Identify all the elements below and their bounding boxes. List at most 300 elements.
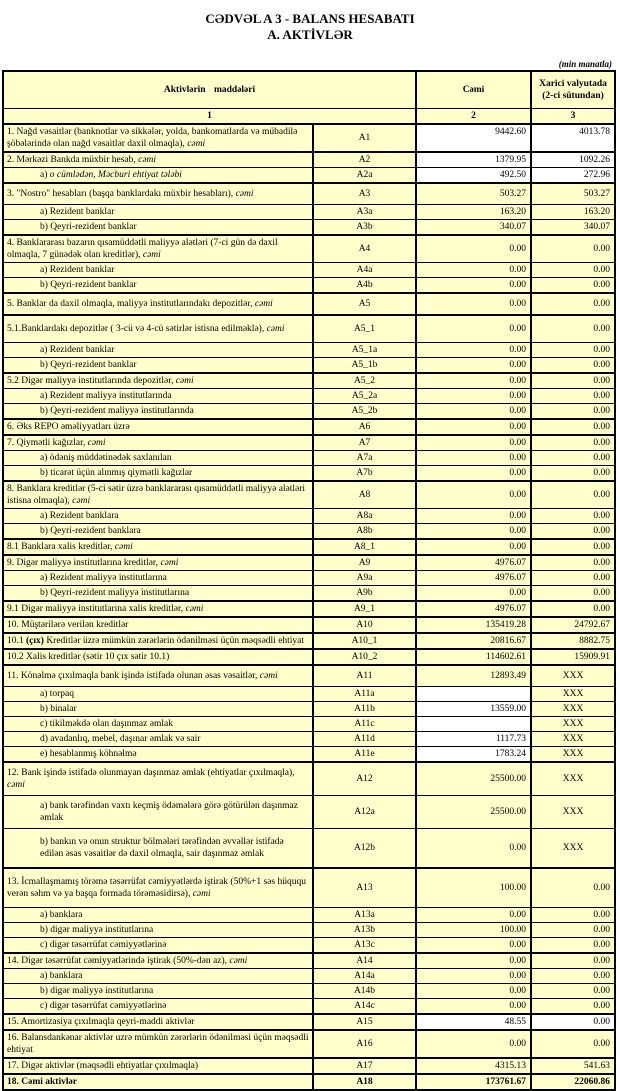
column-header-foreign-currency: Xarici valyutada (2-ci sütundan) xyxy=(531,71,615,109)
table-row xyxy=(3,570,615,585)
row-label-cell xyxy=(3,1014,313,1030)
row-label-cell xyxy=(3,1074,313,1090)
total-value-cell: 340.07 xyxy=(416,219,531,235)
row-label-text: a) banklara xyxy=(40,909,83,920)
total-value-cell: 0.00 xyxy=(416,968,531,983)
row-code-cell: A5_2a xyxy=(313,388,416,403)
total-value-cell: 173761.67 xyxy=(416,1074,531,1090)
total-value-cell: 0.00 xyxy=(416,435,531,451)
row-label-text: 5.2 Digər maliyyə institutlarında depozitlər, xyxy=(7,375,176,386)
total-value-cell: 25500.00 xyxy=(416,795,531,828)
assets-table xyxy=(2,70,616,1091)
table-row xyxy=(3,403,615,419)
row-label-text: 14. Digər təsərrüfat cəmiyyətlərində iştirak (50%-dən az), xyxy=(7,955,230,966)
column-header-total: Cəmi xyxy=(416,71,531,109)
total-value-cell: 9442.60 xyxy=(416,124,531,152)
foreign-value-cell: 0.00 xyxy=(531,922,615,937)
foreign-value-cell: XXX xyxy=(531,686,615,701)
table-row xyxy=(3,152,615,168)
row-label-text: 10.2 Xalis kreditlər (sətir 10 çıx sətir 10.1) xyxy=(7,651,170,662)
row-label-cell xyxy=(3,746,313,762)
total-value-cell: 1783.24 xyxy=(416,746,531,762)
row-code-cell: A12 xyxy=(313,762,416,796)
total-value-cell xyxy=(416,716,531,731)
total-value-cell: 0.00 xyxy=(416,508,531,523)
row-label-text: c) digər təsərrüfat cəmiyyətlərinə xyxy=(40,1000,167,1011)
total-value-cell: 0.00 xyxy=(416,937,531,953)
total-value-cell: 163.20 xyxy=(416,204,531,219)
row-label-text: a) banklara xyxy=(40,970,83,981)
total-value-cell: 0.00 xyxy=(416,953,531,969)
row-code-cell: A9b xyxy=(313,585,416,601)
table-row xyxy=(3,937,615,953)
foreign-value-cell: 0.00 xyxy=(531,868,615,908)
row-code-cell: A13a xyxy=(313,907,416,922)
column-index-2: 2 xyxy=(416,108,531,124)
table-row xyxy=(3,342,615,357)
row-label-cell xyxy=(3,828,313,868)
foreign-value-cell: 272.96 xyxy=(531,167,615,183)
table-row xyxy=(3,828,615,868)
total-value-cell: 20816.67 xyxy=(416,633,531,649)
row-label-text: b) digər maliyyə institutlarına xyxy=(40,924,154,935)
row-code-cell: A4 xyxy=(313,235,416,263)
foreign-value-cell: 0.00 xyxy=(531,315,615,343)
row-label-text: cəmi xyxy=(259,670,278,681)
total-value-cell: 0.00 xyxy=(416,262,531,277)
table-row xyxy=(3,649,615,665)
foreign-value-cell: 0.00 xyxy=(531,403,615,419)
table-row xyxy=(3,1058,615,1074)
foreign-value-cell: 0.00 xyxy=(531,373,615,389)
foreign-value-cell: 0.00 xyxy=(531,555,615,571)
row-label-text: 17. Digər aktivlər (məqsədli ehtiyatlar çıxılmaqla) xyxy=(7,1060,198,1071)
foreign-value-cell: 0.00 xyxy=(531,481,615,509)
row-label-text: 3. "Nostro" hesabları (başqa banklardakı müxbir hesabları), xyxy=(7,188,236,199)
table-row xyxy=(3,465,615,481)
row-label-text: b) Qeyri-rezident maliyyə institutlarına xyxy=(40,587,190,598)
column-index-3: 3 xyxy=(531,108,615,124)
table-row xyxy=(3,585,615,601)
table-row xyxy=(3,167,615,183)
row-label-text: cəmi xyxy=(229,955,248,966)
row-code-cell: A15 xyxy=(313,1014,416,1030)
total-value-cell: 0.00 xyxy=(416,419,531,435)
row-label-text: a) bank tərəfindən vaxtı keçmiş ödəmələrə görə götürülən daşınmaz əmlak xyxy=(40,800,298,823)
row-label-text: 7. Qiymətli kağızlar, xyxy=(7,437,88,448)
total-value-cell: 0.00 xyxy=(416,293,531,315)
row-label-cell xyxy=(3,1058,313,1074)
row-label-cell xyxy=(3,686,313,701)
table-row xyxy=(3,539,615,555)
table-row xyxy=(3,1074,615,1090)
row-label-cell xyxy=(3,219,313,235)
total-value-cell: 0.00 xyxy=(416,342,531,357)
row-code-cell: A9_1 xyxy=(313,601,416,617)
unit-note: (min manatla) xyxy=(558,58,612,69)
row-code-cell: A14c xyxy=(313,998,416,1014)
row-label-cell xyxy=(3,983,313,998)
row-code-cell: A9 xyxy=(313,555,416,571)
table-row xyxy=(3,373,615,389)
row-label-text: (çıx) xyxy=(26,635,44,646)
row-label-text: b) digər maliyyə institutlarına xyxy=(40,985,154,996)
foreign-value-cell: 4013.78 xyxy=(531,124,615,152)
foreign-value-cell: 1092.26 xyxy=(531,152,615,168)
row-label-text: cəmi xyxy=(138,154,157,165)
row-code-cell: A10 xyxy=(313,617,416,633)
row-code-cell: A10_1 xyxy=(313,633,416,649)
row-label-cell xyxy=(3,701,313,716)
total-value-cell: 4976.07 xyxy=(416,555,531,571)
table-row xyxy=(3,665,615,687)
row-label-cell xyxy=(3,555,313,571)
total-value-cell: 25500.00 xyxy=(416,762,531,796)
foreign-value-cell: 0.00 xyxy=(531,388,615,403)
row-label-cell xyxy=(3,262,313,277)
row-label-text: e) hesablanmış köhnəlmə xyxy=(40,748,137,759)
foreign-value-cell: XXX xyxy=(531,716,615,731)
row-label-cell xyxy=(3,601,313,617)
table-row xyxy=(3,983,615,998)
total-value-cell: 4976.07 xyxy=(416,601,531,617)
total-value-cell: 0.00 xyxy=(416,585,531,601)
row-code-cell: A3b xyxy=(313,219,416,235)
table-row xyxy=(3,617,615,633)
table-row xyxy=(3,998,615,1014)
column-header-items: Aktivlərin maddələri xyxy=(3,71,416,109)
row-label-text: cəmi xyxy=(235,188,254,199)
row-label-cell xyxy=(3,435,313,451)
column-index-row xyxy=(3,108,615,124)
row-code-cell: A5_1 xyxy=(313,315,416,343)
row-label-cell xyxy=(3,277,313,293)
row-label-text: Kreditlər üzrə mümkün zərərlərin ödənilməsi üçün məqsədli ehtiyat xyxy=(43,635,305,646)
foreign-value-cell: 0.00 xyxy=(531,508,615,523)
foreign-value-cell: 0.00 xyxy=(531,907,615,922)
row-code-cell: A5_1b xyxy=(313,357,416,373)
row-label-text: 10. Müştərilərə verilən kreditlər xyxy=(7,619,129,630)
row-label-cell xyxy=(3,183,313,205)
row-label-text: cəmi xyxy=(185,603,204,614)
row-label-cell xyxy=(3,968,313,983)
foreign-value-cell: 0.00 xyxy=(531,465,615,481)
row-code-cell: A7b xyxy=(313,465,416,481)
foreign-value-cell: 22060.86 xyxy=(531,1074,615,1090)
row-label-text: 15. Amortizasiya çıxılmaqla qeyri-maddi aktivlər xyxy=(7,1016,195,1027)
foreign-value-cell: 0.00 xyxy=(531,293,615,315)
foreign-value-cell: 340.07 xyxy=(531,219,615,235)
table-row xyxy=(3,907,615,922)
foreign-value-cell: 0.00 xyxy=(531,601,615,617)
foreign-value-cell: 0.00 xyxy=(531,570,615,585)
foreign-value-cell: XXX xyxy=(531,795,615,828)
table-row xyxy=(3,601,615,617)
row-label-cell xyxy=(3,762,313,796)
table-row xyxy=(3,293,615,315)
table-row xyxy=(3,277,615,293)
foreign-value-cell: 0.00 xyxy=(531,953,615,969)
total-value-cell: 0.00 xyxy=(416,481,531,509)
row-code-cell: A8b xyxy=(313,523,416,539)
foreign-value-cell: 0.00 xyxy=(531,539,615,555)
row-label-text: 4. Banklararası bazarın qısamüddətli maliyyə alətləri (7-ci gün də daxil olmaqla, 7 günədək olan kreditlər), xyxy=(7,237,278,260)
row-label-text: a) ödəniş müddətinədək saxlanılan xyxy=(40,452,172,463)
foreign-value-cell: 0.00 xyxy=(531,262,615,277)
row-label-text: cəmi xyxy=(160,557,179,568)
total-value-cell: 12893.49 xyxy=(416,665,531,687)
row-label-cell xyxy=(3,937,313,953)
table-row xyxy=(3,968,615,983)
row-label-text: cəmi xyxy=(187,138,206,149)
table-row xyxy=(3,701,615,716)
foreign-value-cell: XXX xyxy=(531,762,615,796)
row-label-text: cəmi xyxy=(254,298,273,309)
row-label-text: cəmi xyxy=(72,495,91,506)
row-label-text: b) binalar xyxy=(40,703,77,714)
row-label-text: a) Rezident maliyyə institutlarına xyxy=(40,572,167,583)
row-label-cell xyxy=(3,124,313,152)
row-code-cell: A2 xyxy=(313,152,416,168)
total-value-cell: 48.55 xyxy=(416,1014,531,1030)
row-code-cell: A17 xyxy=(313,1058,416,1074)
table-row xyxy=(3,481,615,509)
row-code-cell: A11b xyxy=(313,701,416,716)
total-value-cell: 0.00 xyxy=(416,1030,531,1058)
row-code-cell: A16 xyxy=(313,1030,416,1058)
row-label-text: b) Qeyri-rezident banklar xyxy=(40,221,137,232)
foreign-value-cell: 0.00 xyxy=(531,1030,615,1058)
foreign-value-cell: 0.00 xyxy=(531,937,615,953)
foreign-value-cell: 0.00 xyxy=(531,450,615,465)
row-label-text: cəmi xyxy=(266,323,285,334)
table-row xyxy=(3,922,615,937)
table-row xyxy=(3,435,615,451)
table-row xyxy=(3,1014,615,1030)
row-code-cell: A11a xyxy=(313,686,416,701)
foreign-value-cell: XXX xyxy=(531,731,615,746)
foreign-value-cell: 0.00 xyxy=(531,357,615,373)
foreign-value-cell: 0.00 xyxy=(531,419,615,435)
row-label-cell xyxy=(3,388,313,403)
row-code-cell: A6 xyxy=(313,419,416,435)
table-row xyxy=(3,686,615,701)
row-code-cell: A12b xyxy=(313,828,416,868)
row-label-text: c) digər təsərrüfat cəmiyyətlərinə xyxy=(40,939,167,950)
table-row xyxy=(3,262,615,277)
table-row xyxy=(3,762,615,796)
foreign-value-cell: XXX xyxy=(531,746,615,762)
column-index-1: 1 xyxy=(3,108,416,124)
row-code-cell: A5_2b xyxy=(313,403,416,419)
foreign-value-cell: 0.00 xyxy=(531,585,615,601)
total-value-cell: 100.00 xyxy=(416,922,531,937)
row-code-cell: A4b xyxy=(313,277,416,293)
table-row xyxy=(3,357,615,373)
row-label-cell xyxy=(3,868,313,908)
report-title-line-2: A. AKTİVLƏR xyxy=(267,27,353,43)
total-value-cell: 0.00 xyxy=(416,450,531,465)
total-value-cell: 0.00 xyxy=(416,523,531,539)
row-label-cell xyxy=(3,403,313,419)
table-row xyxy=(3,388,615,403)
total-value-cell: 0.00 xyxy=(416,403,531,419)
row-label-text: b) bankın və onun struktur bölmələri tərəfindən əvvəllər istifadə edilən əsas vəsaitlər də daxil olmaqla, sair daşınmaz əmlak xyxy=(40,836,284,859)
row-code-cell: A11c xyxy=(313,716,416,731)
foreign-value-cell: 0.00 xyxy=(531,968,615,983)
row-code-cell: A8_1 xyxy=(313,539,416,555)
row-code-cell: A5_2 xyxy=(313,373,416,389)
row-label-cell xyxy=(3,342,313,357)
foreign-value-cell: 0.00 xyxy=(531,523,615,539)
total-value-cell: 13559.00 xyxy=(416,701,531,716)
row-label-text: cəmi xyxy=(192,888,211,899)
total-value-cell: 4976.07 xyxy=(416,570,531,585)
row-label-text: 11. Könəlmə çıxılmaqla bank işində istifadə olunan əsas vəsaitlər, xyxy=(7,670,260,681)
foreign-value-cell: 0.00 xyxy=(531,277,615,293)
row-label-text: 9. Digər maliyyə institutlarına kreditlər, xyxy=(7,557,161,568)
total-value-cell: 0.00 xyxy=(416,539,531,555)
row-label-text: cəmi xyxy=(87,437,106,448)
row-code-cell: A4a xyxy=(313,262,416,277)
row-code-cell: A13c xyxy=(313,937,416,953)
table-row xyxy=(3,315,615,343)
report-title xyxy=(0,0,620,44)
row-label-cell xyxy=(3,716,313,731)
row-label-cell xyxy=(3,373,313,389)
row-label-text: a) Rezident banklar xyxy=(40,264,115,275)
row-label-text: d) avadanlıq, mebel, daşınar əmlak və sair xyxy=(40,733,201,744)
row-label-cell xyxy=(3,539,313,555)
table-row xyxy=(3,633,615,649)
row-label-text: a) Rezident banklar xyxy=(40,344,115,355)
foreign-value-cell: 0.00 xyxy=(531,998,615,1014)
row-label-cell xyxy=(3,585,313,601)
foreign-value-cell: XXX xyxy=(531,701,615,716)
row-label-text: c) tikilməkdə olan daşınmaz əmlak xyxy=(40,718,173,729)
row-label-cell xyxy=(3,419,313,435)
row-code-cell: A5_1a xyxy=(313,342,416,357)
row-label-text: a) Rezident banklar xyxy=(40,206,115,217)
report-title-line-1: CƏDVƏL A 3 - BALANS HESABATI xyxy=(205,11,415,26)
row-label-text: 10.1 xyxy=(7,635,26,646)
total-value-cell: 0.00 xyxy=(416,388,531,403)
table-row xyxy=(3,419,615,435)
row-label-cell xyxy=(3,998,313,1014)
row-label-text: 1. Nağd vəsaitlər (banknotlar və sikkələr, yolda, bankomatlarda və mübadilə şöbələrində olan nağd vəsaitlər daxil olmaqla), xyxy=(7,126,298,149)
row-label-text: 18. Cəmi aktivlər xyxy=(7,1076,77,1087)
foreign-value-cell: 15909.91 xyxy=(531,649,615,665)
table-row xyxy=(3,795,615,828)
row-label-text: a) xyxy=(40,169,50,180)
row-label-cell xyxy=(3,293,313,315)
row-label-cell xyxy=(3,167,313,183)
table-row xyxy=(3,953,615,969)
foreign-value-cell: 0.00 xyxy=(531,435,615,451)
row-label-text: 2. Mərkəzi Bankda müxbir hesab, xyxy=(7,154,139,165)
foreign-value-cell: 0.00 xyxy=(531,342,615,357)
table-row xyxy=(3,523,615,539)
table-row xyxy=(3,1030,615,1058)
total-value-cell: 0.00 xyxy=(416,277,531,293)
total-value-cell: 0.00 xyxy=(416,465,531,481)
row-label-cell xyxy=(3,1030,313,1058)
table-row xyxy=(3,555,615,571)
total-value-cell: 0.00 xyxy=(416,373,531,389)
table-row xyxy=(3,235,615,263)
row-label-cell xyxy=(3,235,313,263)
row-label-text: 8. Banklara kreditlər (5-ci sətir üzrə banklararası qısamüddətli maliyyə alətləri istisna olmaqla), xyxy=(7,483,306,506)
row-label-text: b) Qeyri-rezident banklar xyxy=(40,359,137,370)
row-label-text: a) Rezident maliyyə institutlarında xyxy=(40,390,172,401)
row-label-text: b) Qeyri-rezident banklar xyxy=(40,279,137,290)
total-value-cell: 4315.13 xyxy=(416,1058,531,1074)
row-code-cell: A9a xyxy=(313,570,416,585)
foreign-value-cell: XXX xyxy=(531,665,615,687)
total-value-cell: 114602.61 xyxy=(416,649,531,665)
table-row xyxy=(3,716,615,731)
row-code-cell: A5 xyxy=(313,293,416,315)
table-row xyxy=(3,731,615,746)
total-value-cell: 1117.73 xyxy=(416,731,531,746)
total-value-cell: 0.00 xyxy=(416,828,531,868)
table-header-row xyxy=(3,71,615,109)
row-label-text: cəmi xyxy=(114,541,133,552)
row-label-cell xyxy=(3,204,313,219)
total-value-cell: 0.00 xyxy=(416,235,531,263)
row-code-cell: A7 xyxy=(313,435,416,451)
row-label-text: b) Qeyri-rezident banklara xyxy=(40,525,141,536)
foreign-value-cell: 541.63 xyxy=(531,1058,615,1074)
foreign-value-cell: 0.00 xyxy=(531,1014,615,1030)
row-label-cell xyxy=(3,731,313,746)
total-value-cell: 0.00 xyxy=(416,998,531,1014)
row-label-cell xyxy=(3,357,313,373)
row-label-cell xyxy=(3,481,313,509)
table-row xyxy=(3,204,615,219)
table-row xyxy=(3,868,615,908)
row-label-cell xyxy=(3,465,313,481)
row-code-cell: A7a xyxy=(313,450,416,465)
table-row xyxy=(3,746,615,762)
foreign-value-cell: 163.20 xyxy=(531,204,615,219)
row-code-cell: A3 xyxy=(313,183,416,205)
table-row xyxy=(3,508,615,523)
row-label-text: o cümlədən, Məcburi ehtiyat tələbi xyxy=(49,169,182,180)
row-label-cell xyxy=(3,922,313,937)
foreign-value-cell: 0.00 xyxy=(531,983,615,998)
total-value-cell: 492.50 xyxy=(416,167,531,183)
total-value-cell: 100.00 xyxy=(416,868,531,908)
row-label-text: 8.1 Banklara xalis kreditlər, xyxy=(7,541,115,552)
total-value-cell: 0.00 xyxy=(416,983,531,998)
row-label-text: 5.1.Banklardakı depozitlər ( 3-cü və 4-cü sətirlər istisna edilməklə), xyxy=(7,323,267,334)
row-code-cell: A18 xyxy=(313,1074,416,1090)
row-label-text: 13. İcmallaşmamış törəmə təsərrüfat cəmiyyətlərdə iştirak (50%+1 səs hüququ verən səhm və ya başqa formada törəməsidirsə), xyxy=(7,876,306,899)
row-label-text: 16. Balansdankənar aktivlər uzrə mümkün zərərlərin ödənilməsi üçün məqsədli ehtiyat xyxy=(7,1032,309,1055)
row-code-cell: A10_2 xyxy=(313,649,416,665)
row-code-cell: A2a xyxy=(313,167,416,183)
total-value-cell: 0.00 xyxy=(416,357,531,373)
foreign-value-cell: 8882.75 xyxy=(531,633,615,649)
row-code-cell: A14b xyxy=(313,983,416,998)
row-label-text: cəmi xyxy=(175,375,194,386)
row-label-cell xyxy=(3,450,313,465)
row-label-cell xyxy=(3,570,313,585)
row-label-text: cəmi xyxy=(7,779,25,790)
row-label-cell xyxy=(3,633,313,649)
row-label-cell xyxy=(3,617,313,633)
